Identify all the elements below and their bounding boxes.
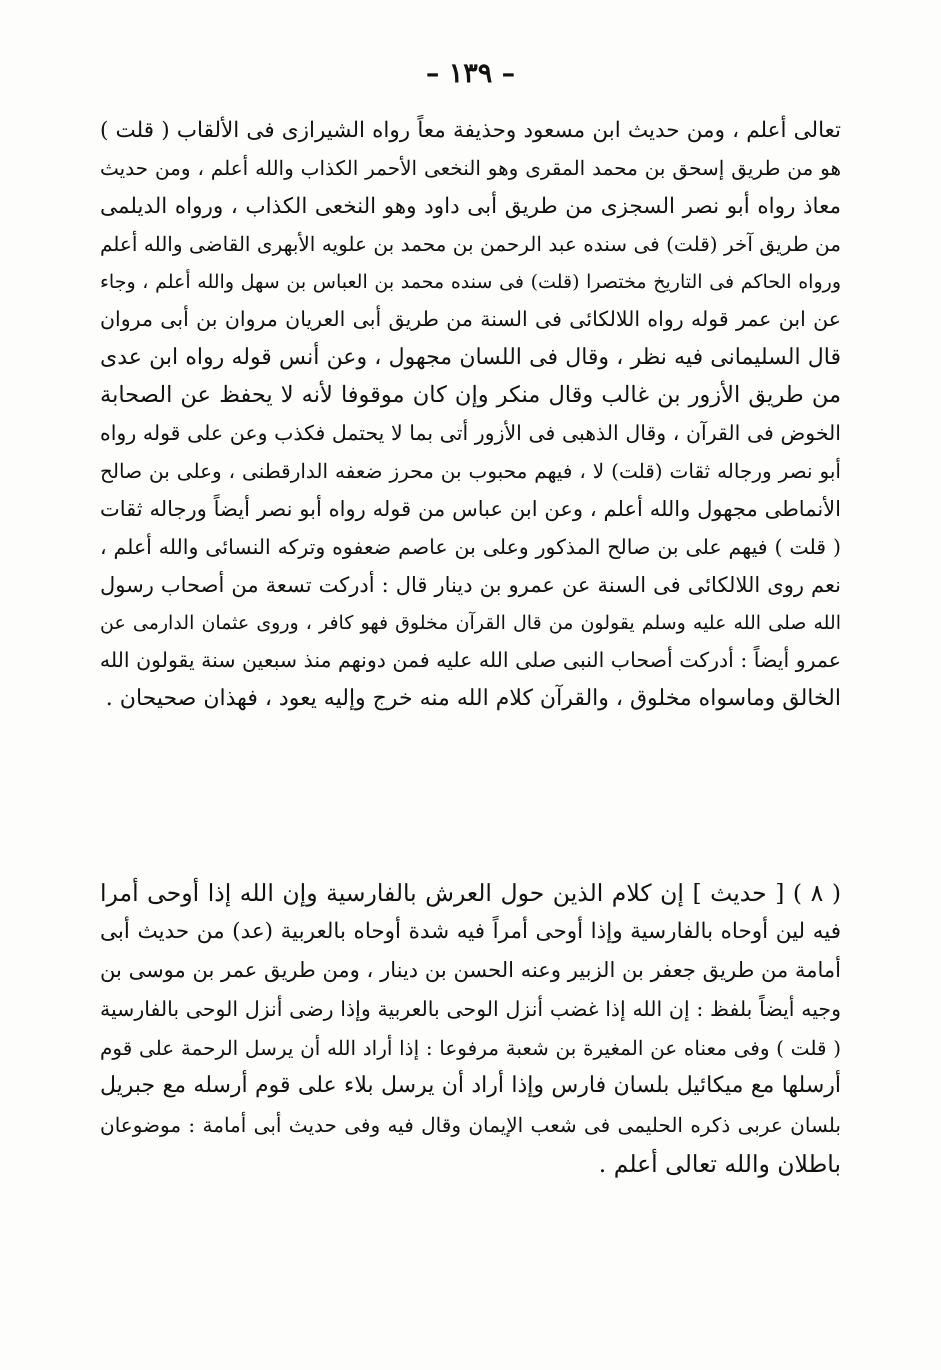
text-line: نعم روى اللالكائى فى السنة عن عمرو بن دينار قال : أدركت تسعة من أصحاب رسول xyxy=(100,572,841,597)
text-line: أرسلها مع ميكائيل بلسان فارس وإذا أراد أن يرسل بلاء على قوم أرسله مع جبريل xyxy=(100,1073,841,1099)
page-number: – ١٣٩ – xyxy=(425,58,516,89)
text-line: عمرو أيضاً : أدركت أصحاب النبى صلى الله عليه فمن دونهم منذ سبعين سنة يقولون الله xyxy=(100,648,841,673)
text-line: من طريق آخر (قلت) فى سنده عبد الرحمن بن محمد بن علويه الأبهرى القاضى والله أعلم xyxy=(100,231,841,256)
text-line: الأنماطى مجهول والله أعلم ، وعن ابن عباس من قوله رواه أبو نصر أيضاً ورجاله ثقات xyxy=(100,496,841,521)
text-line: أمامة من طريق جعفر بن الزبير وعنه الحسن بن دينار ، ومن طريق عمر بن موسى بن xyxy=(100,958,841,983)
text-line: معاذ رواه أبو نصر السجزى من طريق أبى داود وهو النخعى الكذاب ، ورواه الديلمى xyxy=(100,193,841,219)
text-line: الله صلى الله عليه وسلم يقولون من قال القرآن مخلوق فهو كافر ، وروى عثمان الدارمى عن xyxy=(100,611,841,634)
text-line: من طريق الأزور بن غالب وقال منكر وإن كان موقوفا لأنه لا يحفظ عن الصحابة xyxy=(100,382,841,409)
text-line: ( قلت ) وفى معناه عن المغيرة بن شعبة مرفوعا : إذا أراد الله أن يرسل الرحمة على قوم xyxy=(100,1035,841,1060)
text-line: الخالق وماسواه مخلوق ، والقرآن كلام الله منه خرج وإليه يعود ، فهذان صحيحان . xyxy=(105,686,841,712)
text-line: بلسان عربى ذكره الحليمى فى شعب الإيمان وقال فيه وفى حديث أبى أمامة : موضوعان xyxy=(100,1113,841,1138)
text-line: وجيه أيضاً بلفظ : إن الله إذا غضب أنزل الوحى بالعربية وإذا رضى أنزل الوحى بالفارسية xyxy=(100,997,841,1022)
text-line: عن ابن عمر قوله رواه اللالكائى فى السنة من طريق أبى العريان مروان بن أبى مروان xyxy=(100,307,841,332)
text-line: قال السليمانى فيه نظر ، وقال فى اللسان مجهول ، وعن أنس قوله رواه ابن عدى xyxy=(100,345,841,371)
text-line: فيه لين أوحاه بالفارسية وإذا أوحى أمراً فيه شدة أوحاه بالعربية (عد) من حديث أبى xyxy=(100,918,841,944)
text-line: هو من طريق إسحق بن محمد المقرى وهو النخعى الأحمر الكذاب والله أعلم ، ومن حديث xyxy=(100,155,841,180)
text-line: ورواه الحاكم فى التاريخ مختصرا (قلت) فى سنده محمد بن العباس بن سهل والله أعلم ، وجاء xyxy=(100,270,841,293)
text-line: الخوض فى القرآن ، وقال الذهبى فى الأزور أتى بما لا يحتمل فكذب وعن على قوله رواه xyxy=(100,421,841,446)
text-line: أبو نصر ورجاله ثقات (قلت) لا ، فيهم محبوب بن محرز ضعفه الدارقطنى ، وعلى بن صالح xyxy=(100,459,841,484)
text-line: باطلان والله تعالى أعلم . xyxy=(598,1149,841,1178)
paragraph-2 xyxy=(100,874,841,1184)
paragraph-1 xyxy=(100,112,841,718)
text-line: ( قلت ) فيهم على بن صالح المذكور وعلى بن عاصم ضعفوه وتركه النسائى والله أعلم ، xyxy=(100,534,841,559)
text-line: تعالى أعلم ، ومن حديث ابن مسعود وحذيفة معاً رواه الشيرازى فى الألقاب ( قلت ) xyxy=(100,118,841,143)
text-line: ( ٨ ) [ حديث ] إن كلام الذين حول العرش بالفارسية وإن الله إذا أوحى أمرا xyxy=(100,879,841,907)
